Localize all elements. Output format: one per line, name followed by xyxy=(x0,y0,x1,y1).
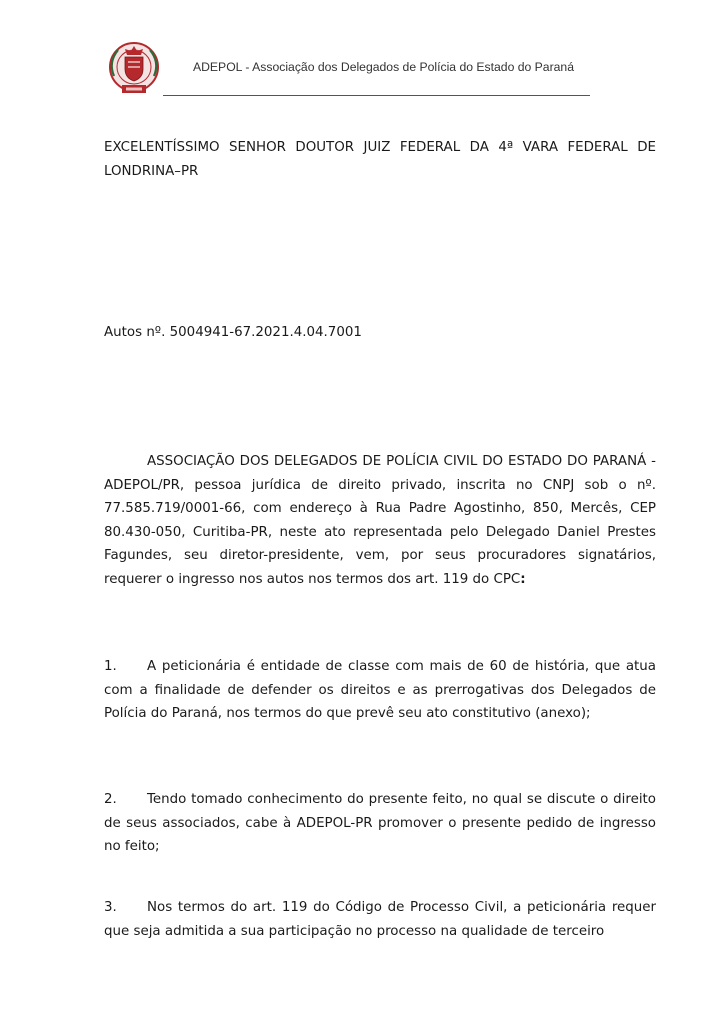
adepol-seal-logo xyxy=(104,40,164,96)
header-divider xyxy=(163,95,590,96)
numbered-paragraph xyxy=(104,896,656,943)
intro-colon: : xyxy=(520,571,526,587)
paragraph-text: Nos termos do art. 119 do Código de Processo Civil, a peticionária requer que seja admitida a sua participação no processo na qualidade de terceiro xyxy=(104,900,656,939)
organization-name: ADEPOL - Associação dos Delegados de Polícia do Estado do Paraná xyxy=(193,60,574,74)
letterhead xyxy=(0,0,724,110)
paragraph-number: 3. xyxy=(104,900,117,915)
paragraph-text: A peticionária é entidade de classe com mais de 60 de história, que atua com a finalidade de defender os direitos e as prerrogativas dos Delegados de Polícia do Paraná, nos termos do que prevê seu ato constitutivo (anexo); xyxy=(104,659,656,721)
addressee: EXCELENTÍSSIMO SENHOR DOUTOR JUIZ FEDERAL DA 4ª VARA FEDERAL DE LONDRINA–PR xyxy=(104,140,656,179)
numbered-paragraph xyxy=(104,788,656,859)
intro-text: ASSOCIAÇÃO DOS DELEGADOS DE POLÍCIA CIVIL DO ESTADO DO PARANÁ - ADEPOL/PR, pessoa jurídica de direito privado, inscrita no CNPJ sob o nº. 77.585.719/0001-66, com endereço à Rua Padre Agostinho, 850, Mercês, CEP 80.430-050, Curitiba-PR, neste ato representada pelo Delegado Daniel Prestes Fagundes, seu diretor-presidente, vem, por seus procuradores signatários, requerer o ingresso nos autos nos termos dos art. 119 do CPC xyxy=(104,454,656,587)
case-number: Autos nº. 5004941-67.2021.4.04.7001 xyxy=(104,325,362,340)
paragraph-number: 2. xyxy=(104,792,117,807)
intro-paragraph xyxy=(104,450,656,591)
paragraph-text: Tendo tomado conhecimento do presente feito, no qual se discute o direito de seus associados, cabe à ADEPOL-PR promover o presente pedido de ingresso no feito; xyxy=(104,792,656,854)
paragraph-number: 1. xyxy=(104,659,117,674)
numbered-paragraph xyxy=(104,655,656,726)
